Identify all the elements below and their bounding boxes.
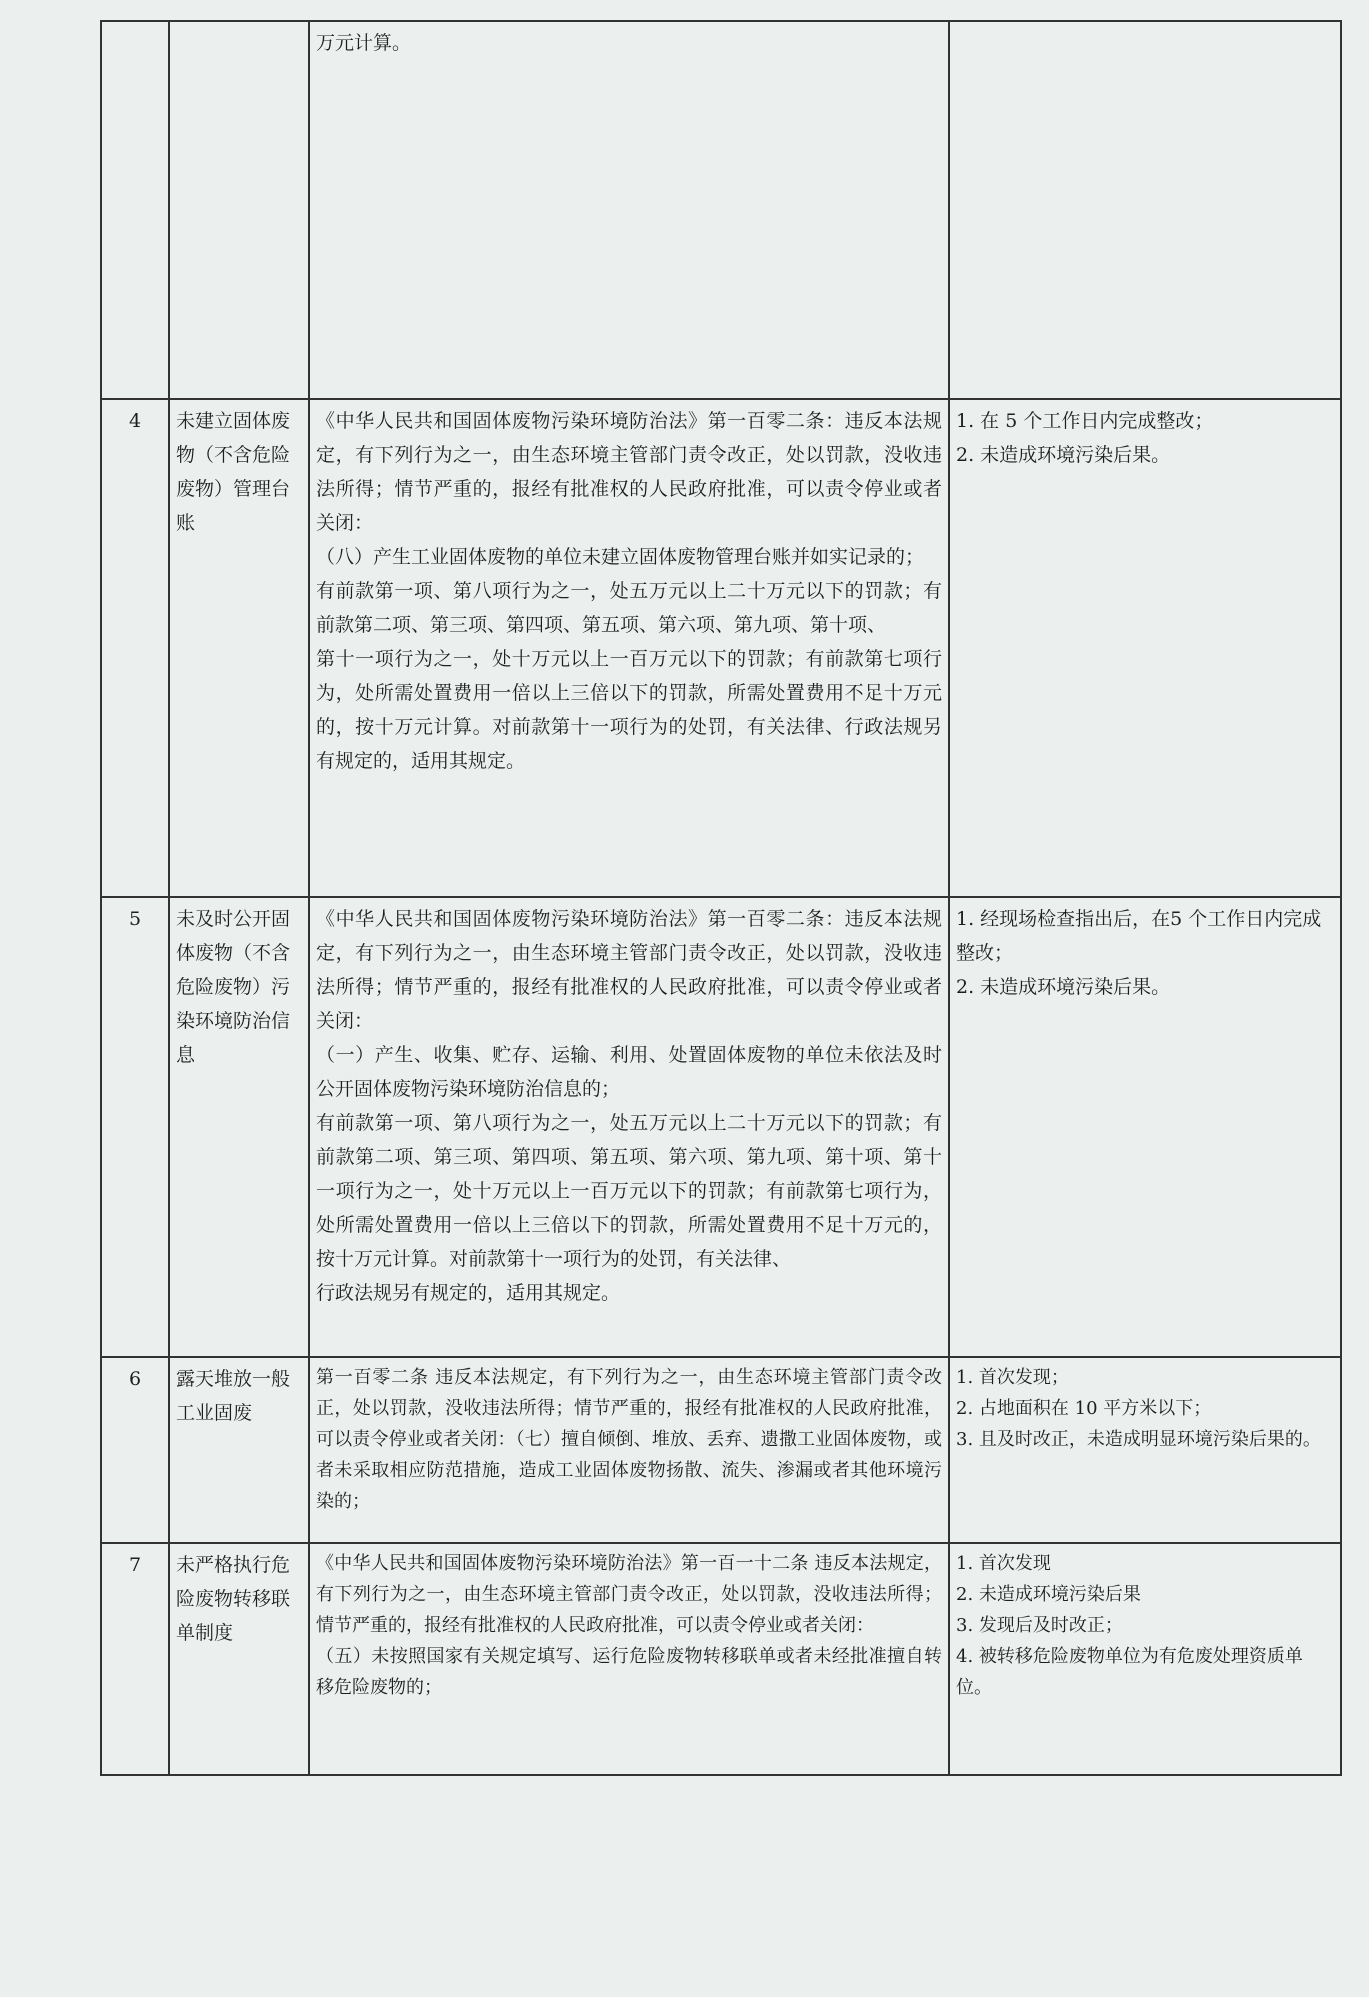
row-number: 4 — [101, 399, 169, 897]
violation-name: 未严格执行危险废物转移联单制度 — [169, 1543, 309, 1775]
regulation-table — [100, 20, 1342, 1776]
violation-name — [169, 21, 309, 399]
row-number: 6 — [101, 1357, 169, 1543]
conditions — [949, 21, 1341, 399]
row-number — [101, 21, 169, 399]
violation-name: 露天堆放一般工业固废 — [169, 1357, 309, 1543]
conditions: 1. 首次发现； 2. 占地面积在 10 平方米以下； 3. 且及时改正，未造成明显环境污染后果的。 — [949, 1357, 1341, 1543]
conditions: 1. 首次发现 2. 未造成环境污染后果 3. 发现后及时改正； 4. 被转移危险废物单位为有危废处理资质单位。 — [949, 1543, 1341, 1775]
violation-name: 未及时公开固体废物（不含危险废物）污染环境防治信息 — [169, 897, 309, 1357]
legal-basis: 《中华人民共和国固体废物污染环境防治法》第一百一十二条 违反本法规定，有下列行为之一，由生态环境主管部门责令改正，处以罚款，没收违法所得；情节严重的，报经有批准权的人民政府批准，可以责令停业或者关闭： （五）未按照国家有关规定填写、运行危险废物转移联单或者未经批准擅自转移危险废物的； — [309, 1543, 949, 1775]
violation-name: 未建立固体废物（不含危险废物）管理台账 — [169, 399, 309, 897]
legal-basis: 第一百零二条 违反本法规定，有下列行为之一，由生态环境主管部门责令改正，处以罚款，没收违法所得；情节严重的，报经有批准权的人民政府批准，可以责令停业或者关闭：（七）擅自倾倒、堆放、丢弃、遗撒工业固体废物，或者未采取相应防范措施，造成工业固体废物扬散、流失、渗漏或者其他环境污染的； — [309, 1357, 949, 1543]
row-number: 7 — [101, 1543, 169, 1775]
legal-basis: 万元计算。 — [309, 21, 949, 399]
table-row — [101, 21, 1341, 399]
row-number: 5 — [101, 897, 169, 1357]
table-row — [101, 1357, 1341, 1543]
legal-basis: 《中华人民共和国固体废物污染环境防治法》第一百零二条：违反本法规定，有下列行为之一，由生态环境主管部门责令改正，处以罚款，没收违法所得；情节严重的，报经有批准权的人民政府批准，可以责令停业或者关闭： （一）产生、收集、贮存、运输、利用、处置固体废物的单位未依法及时公开固体废物污染环境防治信息的； 有前款第一项、第八项行为之一，处五万元以上二十万元以下的罚款；有前款第二项、第三项、第四项、第五项、第六项、第九项、第十项、第十一项行为之一，处十万元以上一百万元以下的罚款；有前款第七项行为，处所需处置费用一倍以上三倍以下的罚款，所需处置费用不足十万元的，按十万元计算。对前款第十一项行为的处罚，有关法律、 行政法规另有规定的，适用其规定。 — [309, 897, 949, 1357]
table-row — [101, 399, 1341, 897]
table-row — [101, 897, 1341, 1357]
conditions: 1. 经现场检查指出后，在5 个工作日内完成整改； 2. 未造成环境污染后果。 — [949, 897, 1341, 1357]
legal-basis: 《中华人民共和国固体废物污染环境防治法》第一百零二条：违反本法规定，有下列行为之一，由生态环境主管部门责令改正，处以罚款，没收违法所得；情节严重的，报经有批准权的人民政府批准，可以责令停业或者关闭： （八）产生工业固体废物的单位未建立固体废物管理台账并如实记录的； 有前款第一项、第八项行为之一，处五万元以上二十万元以下的罚款；有前款第二项、第三项、第四项、第五项、第六项、第九项、第十项、 第十一项行为之一，处十万元以上一百万元以下的罚款；有前款第七项行为，处所需处置费用一倍以上三倍以下的罚款，所需处置费用不足十万元的，按十万元计算。对前款第十一项行为的处罚，有关法律、行政法规另有规定的，适用其规定。 — [309, 399, 949, 897]
table-row — [101, 1543, 1341, 1775]
conditions: 1. 在 5 个工作日内完成整改； 2. 未造成环境污染后果。 — [949, 399, 1341, 897]
